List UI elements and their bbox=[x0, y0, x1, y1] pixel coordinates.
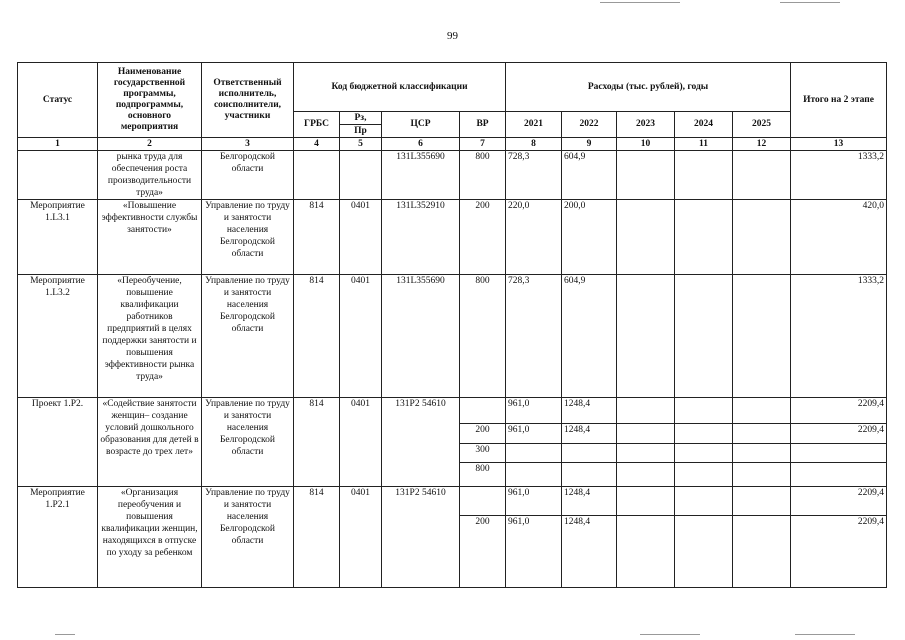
cell-rz: 0401 bbox=[340, 398, 382, 487]
cell-total: 2209,4 bbox=[791, 398, 887, 424]
cell-2022: 1248,4 bbox=[562, 398, 617, 424]
header-name: Наименование государственной программы, подпрограммы, основного мероприятия bbox=[98, 63, 202, 138]
header-rz: Рз, bbox=[340, 112, 382, 125]
scan-edge-mark bbox=[640, 634, 700, 635]
cell-total: 2209,4 bbox=[791, 516, 887, 588]
column-number: 7 bbox=[460, 138, 506, 151]
cell-vr: 200 bbox=[460, 200, 506, 275]
cell-2023 bbox=[617, 516, 675, 588]
header-year-2025: 2025 bbox=[733, 112, 791, 138]
cell-2023 bbox=[617, 275, 675, 398]
column-number: 4 bbox=[294, 138, 340, 151]
cell-name: «Содействие занятости женщин– создание условий дошкольного образования для детей в возрасте до трех лет» bbox=[98, 398, 202, 487]
cell-2022: 1248,4 bbox=[562, 516, 617, 588]
cell-2022: 604,9 bbox=[562, 275, 617, 398]
header-expenses: Расходы (тыс. рублей), годы bbox=[506, 63, 791, 112]
cell-2024 bbox=[675, 487, 733, 516]
header-year-2022: 2022 bbox=[562, 112, 617, 138]
cell-2021: 220,0 bbox=[506, 200, 562, 275]
column-number: 12 bbox=[733, 138, 791, 151]
header-vr: ВР bbox=[460, 112, 506, 138]
cell-2021: 728,3 bbox=[506, 151, 562, 200]
cell-2023 bbox=[617, 398, 675, 424]
column-number-row bbox=[18, 138, 887, 151]
cell-2021 bbox=[506, 463, 562, 487]
header-year-2023: 2023 bbox=[617, 112, 675, 138]
cell-total: 1333,2 bbox=[791, 151, 887, 200]
header-year-2021: 2021 bbox=[506, 112, 562, 138]
cell-2023 bbox=[617, 444, 675, 463]
cell-status: Мероприятие 1.P2.1 bbox=[18, 487, 98, 588]
scan-edge-mark bbox=[55, 634, 75, 635]
header-status: Статус bbox=[18, 63, 98, 138]
page-number: 99 bbox=[447, 30, 458, 42]
cell-2025 bbox=[733, 463, 791, 487]
cell-grbs: 814 bbox=[294, 487, 340, 588]
header-total: Итого на 2 этапе bbox=[791, 63, 887, 138]
cell-2025 bbox=[733, 487, 791, 516]
cell-2021: 728,3 bbox=[506, 275, 562, 398]
cell-vr: 800 bbox=[460, 463, 506, 487]
header-budget-code: Код бюджетной классификации bbox=[294, 63, 506, 112]
cell-grbs: 814 bbox=[294, 398, 340, 487]
cell-rz: 0401 bbox=[340, 487, 382, 588]
cell-2025 bbox=[733, 516, 791, 588]
cell-2021: 961,0 bbox=[506, 487, 562, 516]
table-row-continuation bbox=[18, 151, 887, 200]
cell-executor: Белгородской области bbox=[202, 151, 294, 200]
cell-2022 bbox=[562, 444, 617, 463]
cell-status bbox=[18, 151, 98, 200]
cell-2022 bbox=[562, 463, 617, 487]
cell-2024 bbox=[675, 463, 733, 487]
cell-2023 bbox=[617, 200, 675, 275]
cell-total: 2209,4 bbox=[791, 424, 887, 444]
cell-rz: 0401 bbox=[340, 200, 382, 275]
cell-total: 420,0 bbox=[791, 200, 887, 275]
header-csr: ЦСР bbox=[382, 112, 460, 138]
cell-2023 bbox=[617, 487, 675, 516]
column-number: 9 bbox=[562, 138, 617, 151]
cell-status: Мероприятие 1.L3.2 bbox=[18, 275, 98, 398]
cell-csr: 131P2 54610 bbox=[382, 487, 460, 588]
cell-2023 bbox=[617, 463, 675, 487]
cell-2023 bbox=[617, 424, 675, 444]
cell-2021: 961,0 bbox=[506, 424, 562, 444]
table-row-measure-1l32 bbox=[18, 275, 887, 398]
cell-2021 bbox=[506, 444, 562, 463]
cell-grbs bbox=[294, 151, 340, 200]
cell-vr: 200 bbox=[460, 516, 506, 588]
table-row-measure-1l31 bbox=[18, 200, 887, 275]
cell-vr bbox=[460, 398, 506, 424]
column-number: 10 bbox=[617, 138, 675, 151]
cell-vr: 300 bbox=[460, 444, 506, 463]
cell-2025 bbox=[733, 398, 791, 424]
cell-vr: 800 bbox=[460, 151, 506, 200]
cell-csr: 131P2 54610 bbox=[382, 398, 460, 487]
header-year-2024: 2024 bbox=[675, 112, 733, 138]
cell-csr: 131L355690 bbox=[382, 151, 460, 200]
cell-csr: 131L352910 bbox=[382, 200, 460, 275]
column-number: 2 bbox=[98, 138, 202, 151]
cell-2024 bbox=[675, 151, 733, 200]
cell-csr: 131L355690 bbox=[382, 275, 460, 398]
cell-name: «Переобучение, повышение квалификации работников предприятий в целях поддержки занятости и повышения эффективности рынка труда» bbox=[98, 275, 202, 398]
cell-vr: 200 bbox=[460, 424, 506, 444]
cell-vr: 800 bbox=[460, 275, 506, 398]
cell-status: Проект 1.P2. bbox=[18, 398, 98, 487]
scan-edge-mark bbox=[600, 2, 680, 3]
column-number: 13 bbox=[791, 138, 887, 151]
header-executor: Ответственный исполнитель, соисполнители, участники bbox=[202, 63, 294, 138]
cell-2024 bbox=[675, 398, 733, 424]
cell-2025 bbox=[733, 275, 791, 398]
cell-executor: Управление по труду и занятости населения Белгородской области bbox=[202, 200, 294, 275]
header-pr: Пр bbox=[340, 125, 382, 138]
cell-2021: 961,0 bbox=[506, 516, 562, 588]
cell-executor: Управление по труду и занятости населения Белгородской области bbox=[202, 398, 294, 487]
cell-2024 bbox=[675, 275, 733, 398]
cell-name: «Организация переобучения и повышения квалификации женщин, находящихся в отпуске по уходу за ребенком bbox=[98, 487, 202, 588]
column-number: 3 bbox=[202, 138, 294, 151]
column-number: 1 bbox=[18, 138, 98, 151]
cell-2021: 961,0 bbox=[506, 398, 562, 424]
cell-2024 bbox=[675, 200, 733, 275]
cell-grbs: 814 bbox=[294, 275, 340, 398]
cell-2022: 1248,4 bbox=[562, 487, 617, 516]
column-number: 8 bbox=[506, 138, 562, 151]
cell-2025 bbox=[733, 200, 791, 275]
cell-rz bbox=[340, 151, 382, 200]
cell-2022: 200,0 bbox=[562, 200, 617, 275]
cell-2024 bbox=[675, 424, 733, 444]
cell-executor: Управление по труду и занятости населения Белгородской области bbox=[202, 487, 294, 588]
scan-edge-mark bbox=[780, 2, 840, 3]
cell-2025 bbox=[733, 151, 791, 200]
column-number: 5 bbox=[340, 138, 382, 151]
cell-name: рынка труда для обеспечения роста производительности труда» bbox=[98, 151, 202, 200]
cell-2023 bbox=[617, 151, 675, 200]
column-number: 6 bbox=[382, 138, 460, 151]
header-grbs: ГРБС bbox=[294, 112, 340, 138]
cell-2025 bbox=[733, 424, 791, 444]
cell-status: Мероприятие 1.L3.1 bbox=[18, 200, 98, 275]
cell-rz: 0401 bbox=[340, 275, 382, 398]
cell-vr bbox=[460, 487, 506, 516]
cell-executor: Управление по труду и занятости населения Белгородской области bbox=[202, 275, 294, 398]
cell-2022: 1248,4 bbox=[562, 424, 617, 444]
cell-2024 bbox=[675, 516, 733, 588]
budget-table bbox=[17, 62, 887, 588]
cell-2025 bbox=[733, 444, 791, 463]
cell-total: 2209,4 bbox=[791, 487, 887, 516]
cell-total bbox=[791, 444, 887, 463]
cell-2022: 604,9 bbox=[562, 151, 617, 200]
column-number: 11 bbox=[675, 138, 733, 151]
table-row-project-1p2 bbox=[18, 398, 887, 424]
cell-name: «Повышение эффективности службы занятости» bbox=[98, 200, 202, 275]
cell-total: 1333,2 bbox=[791, 275, 887, 398]
cell-2024 bbox=[675, 444, 733, 463]
table-row-measure-1p21 bbox=[18, 487, 887, 516]
cell-grbs: 814 bbox=[294, 200, 340, 275]
scan-edge-mark bbox=[795, 634, 855, 635]
cell-total bbox=[791, 463, 887, 487]
